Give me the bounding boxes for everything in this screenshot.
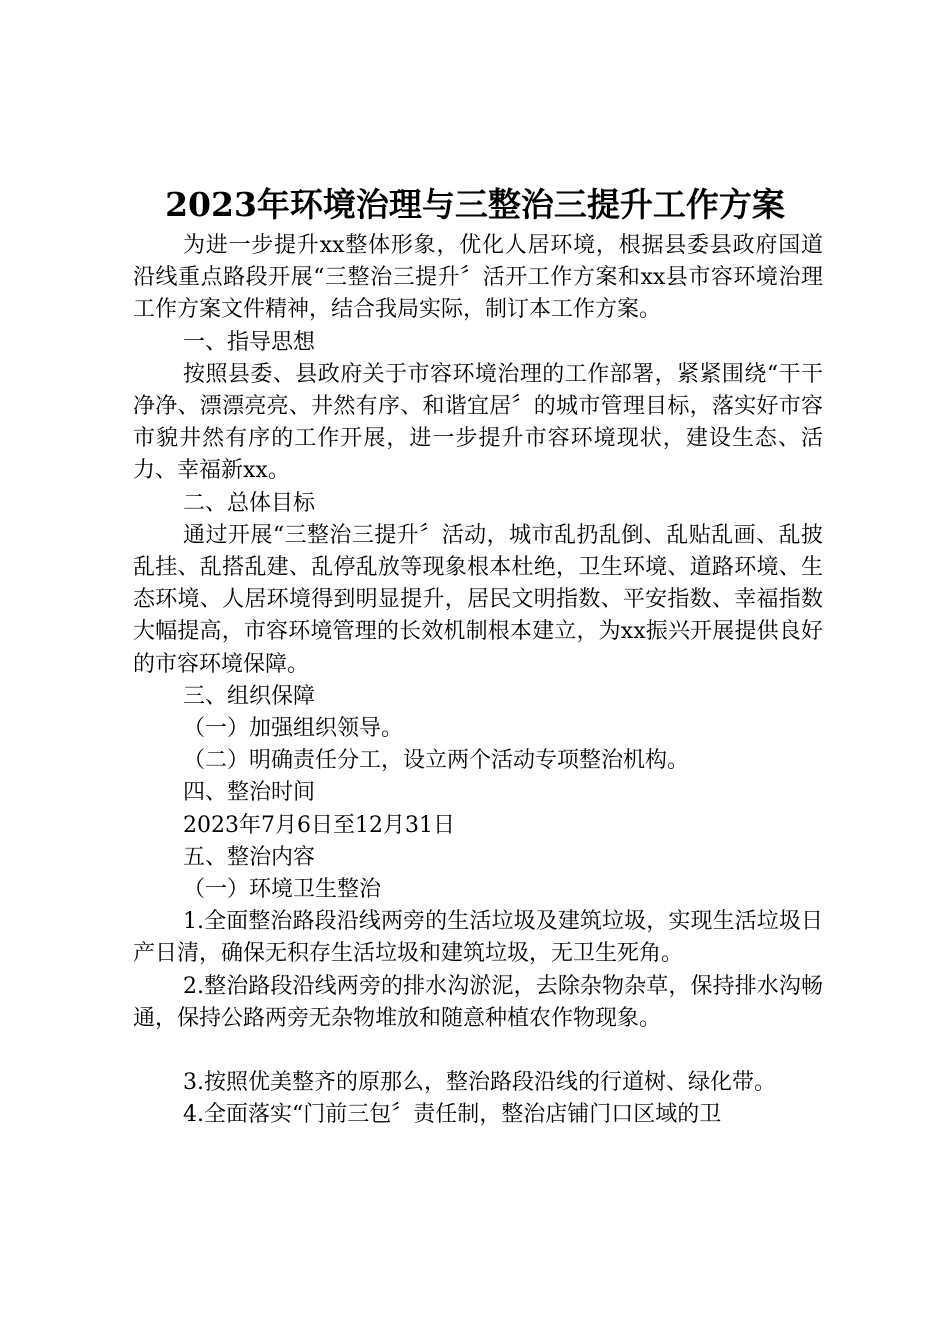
document-body [133, 230, 823, 1131]
document-title: 2023年环境治理与三整治三提升工作方案 [165, 185, 785, 224]
section-heading-organization: 三、组织保障 [183, 683, 316, 709]
section-heading-guiding-ideology: 一、指导思想 [183, 329, 316, 355]
intro-paragraph: 为进一步提升xx整体形象，优化人居环境，根据县委县政府国道沿线重点路段开展“三整治三提升〞活开工作方案和xx县市容环境治理工作方案文件精神，结合我局实际，制订本工作方案。 [133, 233, 823, 323]
content-item-1: 1.全面整治路段沿线两旁的生活垃圾及建筑垃圾，实现生活垃圾日产日清，确保无积存生活垃圾和建筑垃圾，无卫生死角。 [133, 909, 823, 967]
subsection-heading-sanitation: （一）环境卫生整治 [183, 877, 382, 903]
overall-goal-paragraph: 通过开展“三整治三提升〞活动，城市乱扔乱倒、乱贴乱画、乱披乱挂、乱搭乱建、乱停乱放等现象根本杜绝，卫生环境、道路环境、生态环境、人居环境得到明显提升，居民文明指数、平安指数、幸福指数大幅提高，市容环境管理的长效机制根本建立，为xx振兴开展提供良好的市容环境保障。 [133, 522, 823, 677]
content-item-3: 3.按照优美整齐的原那么，整治路段沿线的行道树、绿化带。 [183, 1070, 776, 1096]
guiding-ideology-paragraph: 按照县委、县政府关于市容环境治理的工作部署，紧紧围绕“干干净净、漂漂亮亮、井然有序、和谐宜居〞的城市管理目标，落实好市容市貌井然有序的工作开展，进一步提升市容环境现状，建设生态、活力、幸福新xx。 [133, 361, 823, 484]
content-item-4: 4.全面落实“门前三包〞责任制，整治店铺门口区域的卫 [183, 1102, 722, 1128]
section-heading-schedule: 四、整治时间 [183, 780, 316, 806]
section-heading-content: 五、整治内容 [183, 844, 316, 870]
schedule-dates: 2023年7月6日至12月31日 [183, 812, 455, 838]
organization-item-1: （一）加强组织领导。 [183, 716, 404, 742]
organization-item-2: （二）明确责任分工，设立两个活动专项整治机构。 [183, 748, 690, 774]
content-item-2: 2.整治路段沿线两旁的排水沟淤泥，去除杂物杂草，保持排水沟畅通，保持公路两旁无杂物堆放和随意种植农作物现象。 [133, 973, 823, 1031]
section-heading-overall-goal: 二、总体目标 [183, 490, 316, 516]
